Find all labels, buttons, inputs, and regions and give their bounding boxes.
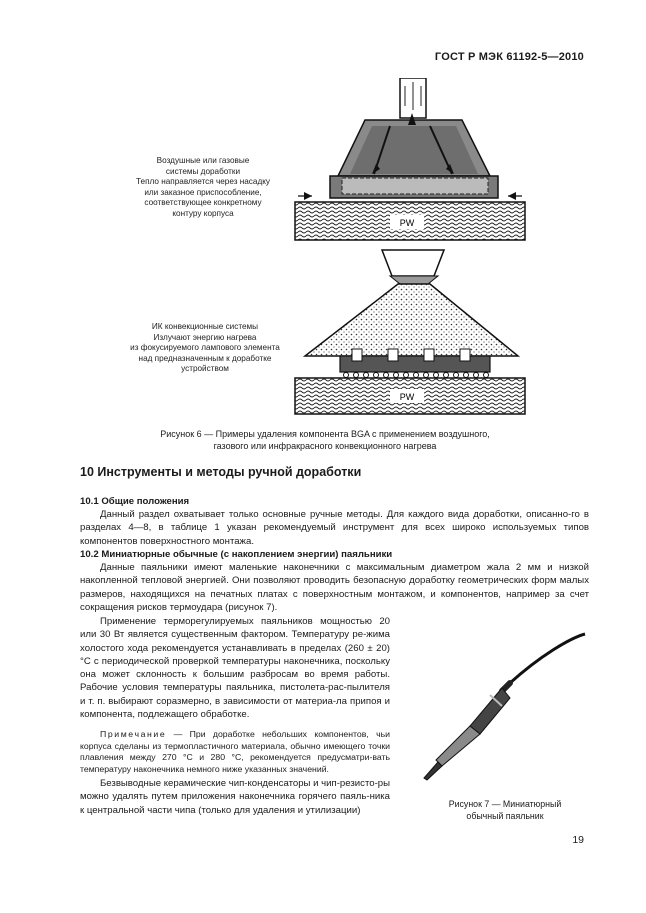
label-line: Излучают энергию нагрева	[153, 332, 257, 342]
iron-cable	[510, 634, 585, 683]
figure7-soldering-iron	[410, 628, 595, 788]
label-line: из фокусируемого лампового элемента	[130, 343, 280, 352]
iron-tip	[424, 762, 442, 780]
label-line: системы доработки	[165, 166, 241, 176]
pw-label: PW	[399, 218, 415, 228]
iron-barrel	[436, 726, 480, 766]
caption-line: Рисунок 6 — Примеры удаления компонента BGA с применением воздушного,	[160, 429, 490, 439]
paragraph-chip	[80, 777, 390, 817]
hot-air-nozzle	[298, 78, 522, 200]
figure6-caption	[100, 428, 550, 452]
label-line: соответствующее конкретному	[144, 198, 262, 207]
subsection-title-10-1: 10.1 Общие положения	[80, 496, 190, 507]
iron-handle	[470, 688, 510, 734]
label-line: или заказное приспособление,	[144, 187, 262, 197]
label-line: контуру корпуса	[172, 208, 234, 218]
note	[80, 729, 390, 775]
figure6-label-ir-systems	[100, 322, 310, 375]
paragraph-10-2	[80, 561, 589, 614]
caption-line: газового или инфракрасного конвекционного нагрева	[213, 441, 437, 451]
subsection-title-10-2: 10.2 Миниатюрные обычные (с накоплением энергии) паяльники	[80, 549, 393, 560]
paragraph-10-1	[80, 508, 589, 548]
note-label: Примечание	[100, 729, 167, 739]
figure7-caption	[425, 798, 585, 822]
figure6-label-air-systems	[118, 156, 288, 219]
upper-pcb	[295, 202, 525, 240]
caption-line: обычный паяльник	[466, 811, 544, 821]
paragraph-text: Применение терморегулируемых паяльников мощностью 20 или 30 Вт является существенным фактором. Температуру ре-жима холостого хода рекомендуется устанавливать в пределах (260 ± 20)°С с периодической проверкой температуры наконечника, поскольку она может склонность к большим разбросам во время работы. Рабочие условия температуры паяльника, пистолета-рас-пылителя и т. п. выбирают соразмерно, в зависимости от материа-ла припоя и компонента, подлежащего обработке.	[80, 616, 390, 721]
label-line: Тепло направляется через насадку	[136, 177, 270, 186]
document-header: ГОСТ Р МЭК 61192-5—2010	[434, 51, 584, 63]
label-line: ИК конвекционные системы	[151, 322, 259, 331]
paragraph-text: Данный раздел охватывает только основные ручные методы. Для каждого вида доработки, описанно-го в разделах 4—8, в таблице 1 указан рекомендуемый инструмент для всех широко используемых типов компонентов поверхностного монтажа.	[80, 509, 589, 547]
section-title: 10 Инструменты и методы ручной доработки	[80, 465, 362, 479]
note-text: — При доработке небольших компонентов, чьи корпуса сделаны из термопластичного материала, обычно имеющего точки плавления между 270 °С и 280 °С, рекомендуется предусматри-вать температуру наконечника немного ниже указанных значений.	[80, 729, 390, 774]
figure6-drawing	[290, 78, 530, 418]
label-line: над предназначенным к доработке	[138, 353, 272, 363]
label-line: устройством	[181, 364, 229, 373]
page-number: 19	[572, 834, 584, 846]
ir-lamp	[305, 250, 518, 356]
caption-line: Рисунок 7 — Миниатюрный	[448, 799, 562, 809]
lower-pcb	[295, 378, 525, 414]
paragraph-temperature	[80, 615, 390, 721]
label-line: Воздушные или газовые	[156, 156, 250, 165]
paragraph-text: Данные паяльники имеют маленькие наконечники с максимальным диаметром жала 2 мм и низкой накопленной тепловой энергией. Они позволяют проводить безопасную доработку геометрических форм малых размеров, находящихся на печатных платах с поверхностным монтажом, и компонентов, например за счет сокращения рисков термоудара (рисунок 7).	[80, 562, 589, 613]
paragraph-text: Безвыводные керамические чип-конденсаторы и чип-резисто-ры можно удалять путем приложения наконечника горячего паяль-ника к центральной части чипа (только для удаления и утилизации)	[80, 778, 390, 816]
pw-label: PW	[399, 392, 415, 402]
